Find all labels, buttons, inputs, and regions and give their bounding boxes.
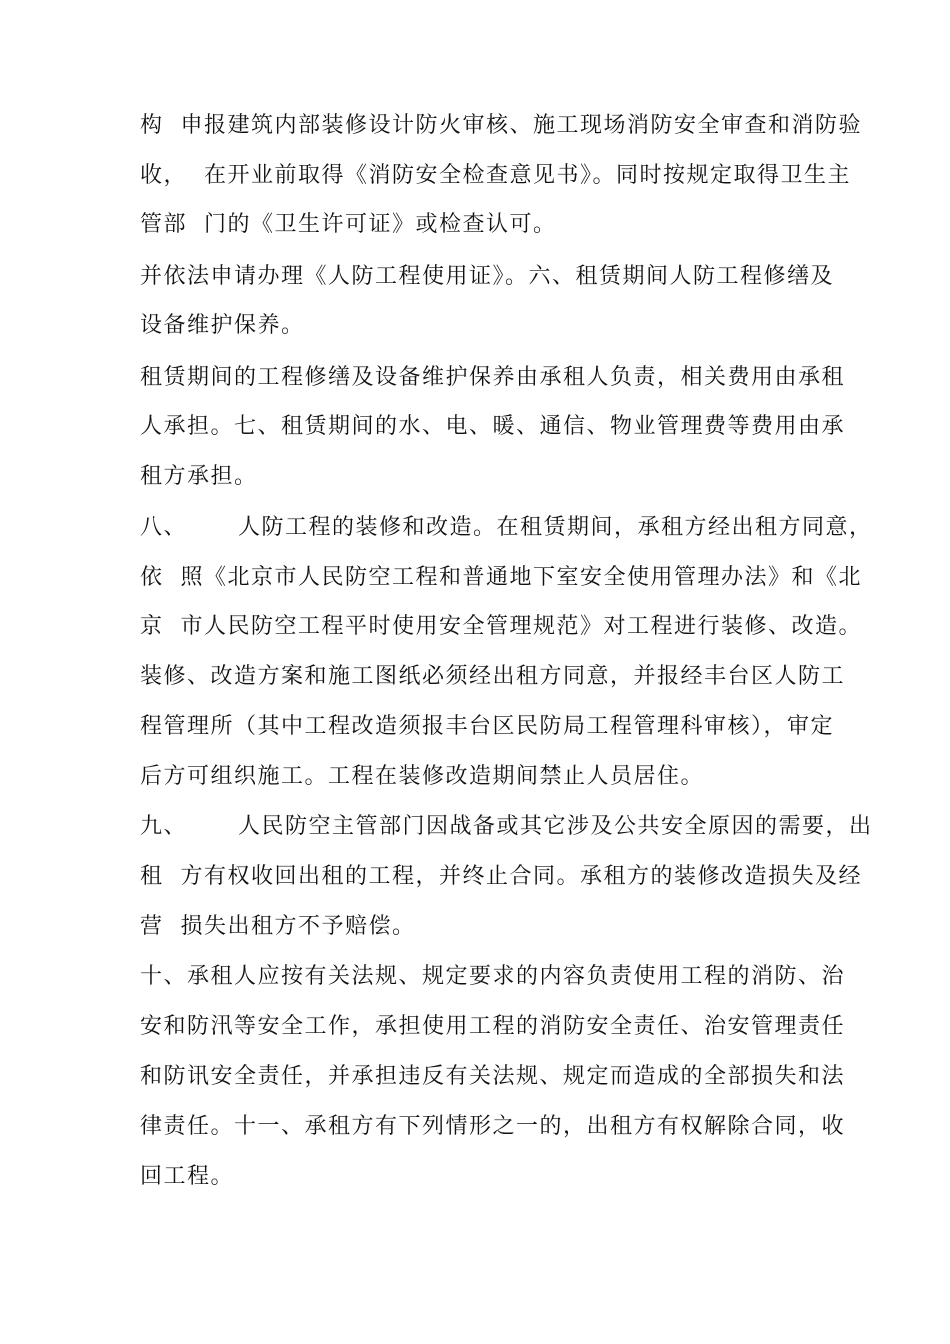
- text-line: 八、 人防工程的装修和改造。在租赁期间，承租方经出租方同意，: [140, 515, 873, 540]
- text-line: 后方可组织施工。工程在装修改造期间禁止人员居住。: [140, 764, 705, 789]
- text-line: 回工程。: [140, 1164, 235, 1189]
- text-line: 十、承租人应按有关法规、规定要求的内容负责使用工程的消防、治: [140, 964, 846, 989]
- text-line: 管部 门的《卫生许可证》或检查认可。: [140, 212, 557, 237]
- text-line: 收， 在开业前取得《消防安全检查意见书》。同时按规定取得卫生主: [140, 163, 851, 188]
- text-line: 租方承担。: [140, 464, 258, 489]
- text-line: 装修、改造方案和施工图纸必须经出租方同意，并报经丰台区人防工: [140, 664, 846, 689]
- text-line: 和防讯安全责任，并承担违反有关法规、规定而造成的全部损失和法: [140, 1064, 846, 1089]
- text-line: 律责任。十一、承租方有下列情形之一的，出租方有权解除合同，收: [140, 1114, 846, 1139]
- text-line: 并依法申请办理《人防工程使用证》。六、租赁期间人防工程修缮及: [140, 264, 835, 289]
- text-line: 程管理所（其中工程改造须报丰台区民防局工程管理科审核），审定: [140, 714, 835, 739]
- text-line: 九、 人民防空主管部门因战备或其它涉及公共安全原因的需要，出: [140, 814, 873, 839]
- text-line: 营 损失出租方不予赔偿。: [140, 914, 416, 939]
- text-line: 安和防汛等安全工作，承担使用工程的消防安全责任、治安管理责任: [140, 1014, 846, 1039]
- text-line: 构 申报建筑内部装修设计防火审核、施工现场消防安全审查和消防验: [140, 113, 862, 138]
- text-line: 租赁期间的工程修缮及设备维护保养由承租人负责，相关费用由承租: [140, 365, 846, 390]
- text-line: 设备维护保养。: [140, 313, 305, 338]
- text-line: 人承担。七、租赁期间的水、电、暖、通信、物业管理费等费用由承: [140, 414, 846, 439]
- text-line: 依 照《北京市人民防空工程和普通地下室安全使用管理办法》和《北: [140, 565, 862, 590]
- text-line: 京 市人民防空工程平时使用安全管理规范》对工程进行装修、改造。: [140, 614, 862, 639]
- text-line: 租 方有权收回出租的工程，并终止合同。承租方的装修改造损失及经: [140, 864, 862, 889]
